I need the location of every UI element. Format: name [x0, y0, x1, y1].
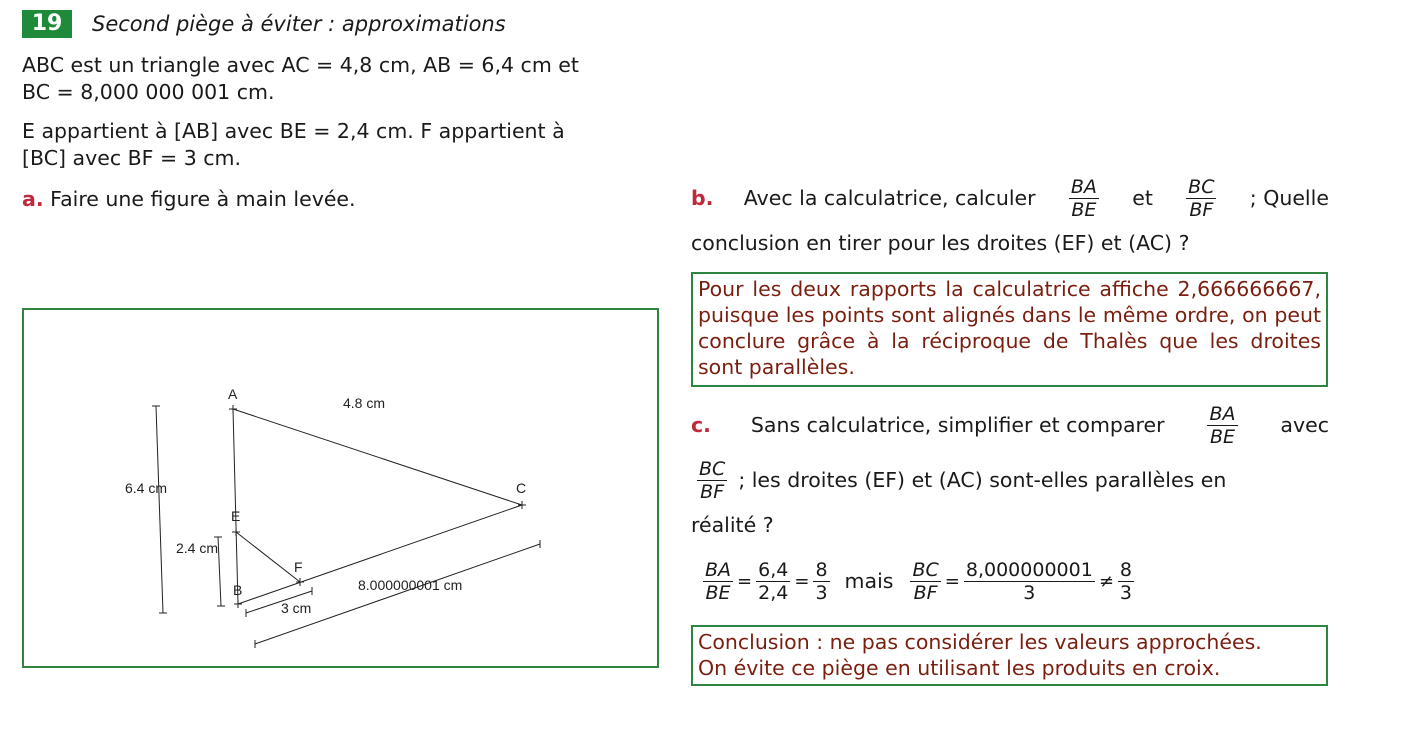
label-length-BF: 3 cm [281, 600, 312, 616]
part-b-text-1: Avec la calculatrice, calculer [743, 186, 1036, 210]
fraction-numerator: BC [1188, 176, 1215, 198]
equals-sign: = [944, 570, 960, 592]
equation-row [700, 555, 1137, 607]
part-c-text-2: ; les droites (EF) et (AC) sont-elles parallèles en [738, 468, 1227, 492]
statement-block-2 [22, 118, 660, 172]
fraction-denominator: BF [700, 481, 725, 503]
statement-block-1 [22, 52, 660, 106]
measure-line-BE [218, 537, 221, 606]
label-length-AB: 6.4 cm [125, 480, 168, 496]
part-c-text-1: Sans calculatrice, simplifier et comparer [750, 413, 1165, 437]
fraction-denominator: BF [913, 581, 938, 604]
fraction-ba-be [1069, 176, 1099, 221]
fraction-numerator: 8,000000001 [965, 558, 1093, 581]
figure-frame-bottom [22, 666, 659, 668]
label-point-C: C [516, 480, 527, 496]
part-a-text: Faire une figure à main levée. [50, 187, 356, 211]
measure-line-AB [156, 406, 163, 613]
part-c-line-3: réalité ? [691, 513, 774, 537]
fraction-numerator: BA [705, 558, 732, 581]
eq-fraction-8-over-3 [1118, 559, 1134, 604]
part-c-conclusion-box [691, 625, 1328, 686]
fraction-denominator: BE [705, 581, 731, 604]
label-point-A: A [228, 386, 238, 402]
fraction-denominator: 3 [815, 581, 828, 604]
fraction-numerator: 6,4 [758, 558, 789, 581]
eq-fraction-8-over-3 [813, 559, 829, 604]
part-a [22, 186, 356, 213]
part-b-line-1 [691, 176, 1329, 221]
fraction-ba-be [1207, 403, 1237, 448]
label-point-E: E [231, 508, 241, 524]
exercise-number-badge: 19 [22, 10, 72, 38]
label-length-BE: 2.4 cm [176, 540, 219, 556]
not-equal-sign: ≠ [1098, 570, 1114, 592]
part-c-avec: avec [1280, 413, 1329, 437]
fraction-bc-bf [697, 458, 727, 503]
part-c-line-1 [691, 403, 1329, 448]
fraction-numerator: BC [699, 458, 726, 480]
part-a-label: a. [22, 187, 44, 211]
fraction-numerator: BC [912, 558, 939, 581]
eq-fraction-bc-bf [910, 559, 940, 604]
label-length-BC: 8.000000001 cm [358, 577, 463, 593]
fraction-numerator: BA [1209, 403, 1236, 425]
conclusion-line-2: On évite ce piège en utilisant les produits en croix. [698, 656, 1221, 680]
fraction-denominator: BE [1209, 426, 1235, 448]
side-AC [233, 409, 522, 505]
label-length-AC: 4.8 cm [343, 395, 386, 411]
fraction-numerator: 8 [1119, 558, 1132, 581]
part-b-answer-box: Pour les deux rapports la calculatrice affiche 2,666666667, puisque les points sont alignés dans le même ordre, on peut conclure grâce à la réciproque de Thalès que les droites sont parallèles. [691, 272, 1328, 387]
label-point-F: F [294, 559, 303, 575]
part-c-label: c. [691, 413, 711, 437]
statement-line-1: ABC est un triangle avec AC = 4,8 cm, AB = 6,4 cm et [22, 53, 579, 77]
segment-EF [236, 532, 300, 582]
fraction-denominator: BF [1189, 199, 1214, 221]
fraction-denominator: 3 [1023, 581, 1036, 604]
fraction-denominator: 2,4 [758, 581, 789, 604]
part-b-text-2: ; Quelle [1249, 186, 1329, 210]
statement-line-3: E appartient à [AB] avec BE = 2,4 cm. F appartient à [22, 119, 565, 143]
fraction-bc-bf [1186, 176, 1216, 221]
part-b-et: et [1132, 186, 1153, 210]
part-c-line-2 [691, 458, 1329, 503]
triangle-figure [22, 308, 659, 666]
statement-line-2: BC = 8,000 000 001 cm. [22, 80, 275, 104]
word-mais: mais [844, 569, 894, 593]
conclusion-line-1: Conclusion : ne pas considérer les valeurs approchées. [698, 630, 1262, 654]
fraction-denominator: BE [1071, 199, 1097, 221]
eq-fraction-6-4-over-2-4 [756, 559, 790, 604]
equals-sign: = [737, 570, 753, 592]
part-b-line-2: conclusion en tirer pour les droites (EF) et (AC) ? [691, 231, 1190, 255]
label-point-B: B [233, 582, 243, 598]
fraction-denominator: 3 [1119, 581, 1132, 604]
equals-sign: = [794, 570, 810, 592]
exercise-title: Second piège à éviter : approximations [92, 12, 506, 36]
eq-fraction-8-000000001-over-3 [964, 559, 1095, 604]
fraction-numerator: BA [1070, 176, 1097, 198]
side-AB [231, 409, 241, 604]
statement-line-4: [BC] avec BF = 3 cm. [22, 146, 242, 170]
fraction-numerator: 8 [815, 558, 828, 581]
part-b-label: b. [691, 186, 714, 210]
eq-fraction-ba-be [703, 559, 733, 604]
